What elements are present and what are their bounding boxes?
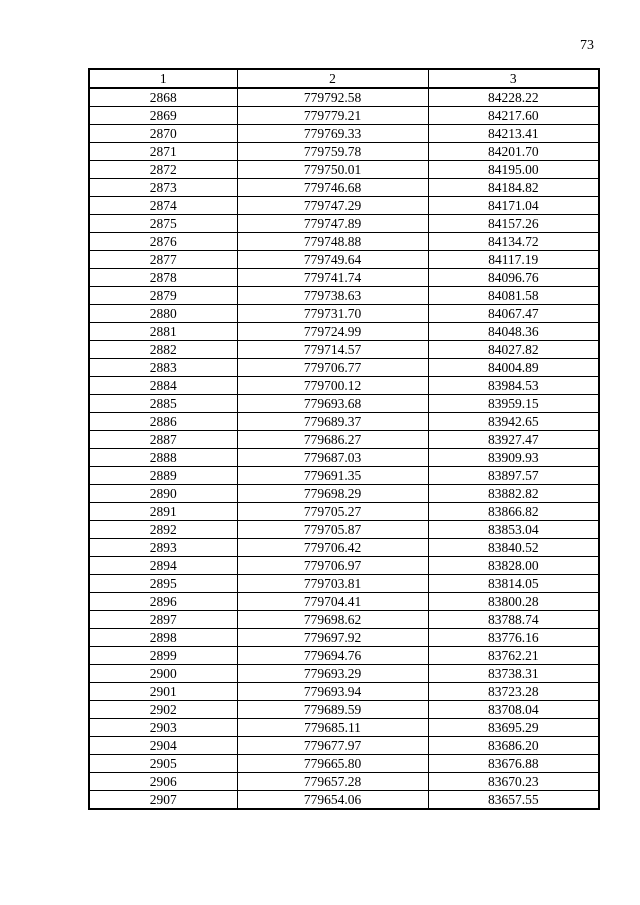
y-coordinate-cell: 83776.16: [428, 629, 599, 647]
point-number-cell: 2898: [89, 629, 237, 647]
y-coordinate-cell: 83959.15: [428, 395, 599, 413]
table-row: [89, 107, 599, 125]
x-coordinate-cell: 779654.06: [237, 791, 428, 810]
x-coordinate-cell: 779698.29: [237, 485, 428, 503]
y-coordinate-cell: 83657.55: [428, 791, 599, 810]
table-row: [89, 557, 599, 575]
table-row: [89, 431, 599, 449]
point-number-cell: 2882: [89, 341, 237, 359]
point-number-cell: 2876: [89, 233, 237, 251]
table-row: [89, 665, 599, 683]
x-coordinate-cell: 779749.64: [237, 251, 428, 269]
x-coordinate-cell: 779693.29: [237, 665, 428, 683]
x-coordinate-cell: 779691.35: [237, 467, 428, 485]
y-coordinate-cell: 83738.31: [428, 665, 599, 683]
y-coordinate-cell: 83670.23: [428, 773, 599, 791]
point-number-cell: 2889: [89, 467, 237, 485]
x-coordinate-cell: 779700.12: [237, 377, 428, 395]
table-row: [89, 539, 599, 557]
x-coordinate-cell: 779738.63: [237, 287, 428, 305]
x-coordinate-cell: 779750.01: [237, 161, 428, 179]
table-row: [89, 593, 599, 611]
x-coordinate-cell: 779747.89: [237, 215, 428, 233]
table-row: [89, 791, 599, 810]
y-coordinate-cell: 83828.00: [428, 557, 599, 575]
x-coordinate-cell: 779689.59: [237, 701, 428, 719]
table-row: [89, 503, 599, 521]
point-number-cell: 2903: [89, 719, 237, 737]
table-header-row: [89, 69, 599, 88]
y-coordinate-cell: 83814.05: [428, 575, 599, 593]
point-number-cell: 2887: [89, 431, 237, 449]
y-coordinate-cell: 84134.72: [428, 233, 599, 251]
y-coordinate-cell: 83686.20: [428, 737, 599, 755]
table-row: [89, 269, 599, 287]
y-coordinate-cell: 83927.47: [428, 431, 599, 449]
table-row: [89, 575, 599, 593]
point-number-cell: 2873: [89, 179, 237, 197]
point-number-cell: 2893: [89, 539, 237, 557]
y-coordinate-cell: 83723.28: [428, 683, 599, 701]
y-coordinate-cell: 84096.76: [428, 269, 599, 287]
table-row: [89, 449, 599, 467]
y-coordinate-cell: 83840.52: [428, 539, 599, 557]
y-coordinate-cell: 83909.93: [428, 449, 599, 467]
table-row: [89, 88, 599, 107]
table-row: [89, 773, 599, 791]
table-row: [89, 719, 599, 737]
y-coordinate-cell: 84201.70: [428, 143, 599, 161]
y-coordinate-cell: 83708.04: [428, 701, 599, 719]
y-coordinate-cell: 84027.82: [428, 341, 599, 359]
x-coordinate-cell: 779706.77: [237, 359, 428, 377]
y-coordinate-cell: 83788.74: [428, 611, 599, 629]
point-number-cell: 2870: [89, 125, 237, 143]
x-coordinate-cell: 779698.62: [237, 611, 428, 629]
y-coordinate-cell: 84004.89: [428, 359, 599, 377]
x-coordinate-cell: 779769.33: [237, 125, 428, 143]
table-row: [89, 413, 599, 431]
y-coordinate-cell: 83762.21: [428, 647, 599, 665]
y-coordinate-cell: 84171.04: [428, 197, 599, 215]
page-number: 73: [580, 38, 594, 53]
point-number-cell: 2880: [89, 305, 237, 323]
y-coordinate-cell: 83695.29: [428, 719, 599, 737]
table-row: [89, 629, 599, 647]
point-number-cell: 2890: [89, 485, 237, 503]
point-number-cell: 2907: [89, 791, 237, 810]
coordinates-table: [88, 68, 600, 810]
point-number-cell: 2868: [89, 88, 237, 107]
x-coordinate-cell: 779665.80: [237, 755, 428, 773]
table-row: [89, 287, 599, 305]
point-number-cell: 2895: [89, 575, 237, 593]
table-row: [89, 395, 599, 413]
x-coordinate-cell: 779706.42: [237, 539, 428, 557]
point-number-cell: 2875: [89, 215, 237, 233]
y-coordinate-cell: 84081.58: [428, 287, 599, 305]
point-number-cell: 2906: [89, 773, 237, 791]
x-coordinate-cell: 779693.68: [237, 395, 428, 413]
point-number-cell: 2881: [89, 323, 237, 341]
y-coordinate-cell: 84157.26: [428, 215, 599, 233]
y-coordinate-cell: 84213.41: [428, 125, 599, 143]
x-coordinate-cell: 779693.94: [237, 683, 428, 701]
x-coordinate-cell: 779657.28: [237, 773, 428, 791]
x-coordinate-cell: 779706.97: [237, 557, 428, 575]
y-coordinate-cell: 84184.82: [428, 179, 599, 197]
point-number-cell: 2888: [89, 449, 237, 467]
table-row: [89, 521, 599, 539]
point-number-cell: 2891: [89, 503, 237, 521]
point-number-cell: 2877: [89, 251, 237, 269]
point-number-cell: 2901: [89, 683, 237, 701]
table-row: [89, 143, 599, 161]
table-row: [89, 305, 599, 323]
y-coordinate-cell: 84048.36: [428, 323, 599, 341]
point-number-cell: 2883: [89, 359, 237, 377]
table-row: [89, 197, 599, 215]
point-number-cell: 2869: [89, 107, 237, 125]
point-number-cell: 2884: [89, 377, 237, 395]
y-coordinate-cell: 84117.19: [428, 251, 599, 269]
x-coordinate-cell: 779703.81: [237, 575, 428, 593]
y-coordinate-cell: 83800.28: [428, 593, 599, 611]
x-coordinate-cell: 779714.57: [237, 341, 428, 359]
table-row: [89, 179, 599, 197]
y-coordinate-cell: 83676.88: [428, 755, 599, 773]
table-row: [89, 341, 599, 359]
y-coordinate-cell: 83853.04: [428, 521, 599, 539]
point-number-cell: 2896: [89, 593, 237, 611]
x-coordinate-cell: 779731.70: [237, 305, 428, 323]
table-row: [89, 755, 599, 773]
point-number-cell: 2897: [89, 611, 237, 629]
x-coordinate-cell: 779741.74: [237, 269, 428, 287]
x-coordinate-cell: 779687.03: [237, 449, 428, 467]
table-row: [89, 125, 599, 143]
table-row: [89, 683, 599, 701]
point-number-cell: 2885: [89, 395, 237, 413]
y-coordinate-cell: 83984.53: [428, 377, 599, 395]
y-coordinate-cell: 84228.22: [428, 88, 599, 107]
x-coordinate-cell: 779689.37: [237, 413, 428, 431]
table-row: [89, 737, 599, 755]
table-row: [89, 161, 599, 179]
y-coordinate-cell: 84067.47: [428, 305, 599, 323]
column-header-1: 1: [89, 69, 237, 88]
x-coordinate-cell: 779705.87: [237, 521, 428, 539]
y-coordinate-cell: 84217.60: [428, 107, 599, 125]
column-header-2: 2: [237, 69, 428, 88]
x-coordinate-cell: 779704.41: [237, 593, 428, 611]
point-number-cell: 2871: [89, 143, 237, 161]
point-number-cell: 2886: [89, 413, 237, 431]
table-row: [89, 377, 599, 395]
table-row: [89, 323, 599, 341]
x-coordinate-cell: 779724.99: [237, 323, 428, 341]
table-row: [89, 485, 599, 503]
table-row: [89, 359, 599, 377]
table-row: [89, 701, 599, 719]
x-coordinate-cell: 779779.21: [237, 107, 428, 125]
y-coordinate-cell: 83897.57: [428, 467, 599, 485]
table-body: [89, 88, 599, 809]
y-coordinate-cell: 83942.65: [428, 413, 599, 431]
x-coordinate-cell: 779792.58: [237, 88, 428, 107]
table-row: [89, 251, 599, 269]
x-coordinate-cell: 779677.97: [237, 737, 428, 755]
x-coordinate-cell: 779685.11: [237, 719, 428, 737]
y-coordinate-cell: 83882.82: [428, 485, 599, 503]
point-number-cell: 2879: [89, 287, 237, 305]
x-coordinate-cell: 779747.29: [237, 197, 428, 215]
y-coordinate-cell: 83866.82: [428, 503, 599, 521]
x-coordinate-cell: 779697.92: [237, 629, 428, 647]
point-number-cell: 2892: [89, 521, 237, 539]
x-coordinate-cell: 779686.27: [237, 431, 428, 449]
x-coordinate-cell: 779746.68: [237, 179, 428, 197]
x-coordinate-cell: 779705.27: [237, 503, 428, 521]
table-row: [89, 467, 599, 485]
table-row: [89, 647, 599, 665]
point-number-cell: 2900: [89, 665, 237, 683]
point-number-cell: 2899: [89, 647, 237, 665]
y-coordinate-cell: 84195.00: [428, 161, 599, 179]
point-number-cell: 2902: [89, 701, 237, 719]
x-coordinate-cell: 779694.76: [237, 647, 428, 665]
point-number-cell: 2904: [89, 737, 237, 755]
x-coordinate-cell: 779759.78: [237, 143, 428, 161]
table-row: [89, 611, 599, 629]
column-header-3: 3: [428, 69, 599, 88]
point-number-cell: 2872: [89, 161, 237, 179]
x-coordinate-cell: 779748.88: [237, 233, 428, 251]
point-number-cell: 2905: [89, 755, 237, 773]
point-number-cell: 2874: [89, 197, 237, 215]
point-number-cell: 2894: [89, 557, 237, 575]
table-row: [89, 215, 599, 233]
point-number-cell: 2878: [89, 269, 237, 287]
table-row: [89, 233, 599, 251]
